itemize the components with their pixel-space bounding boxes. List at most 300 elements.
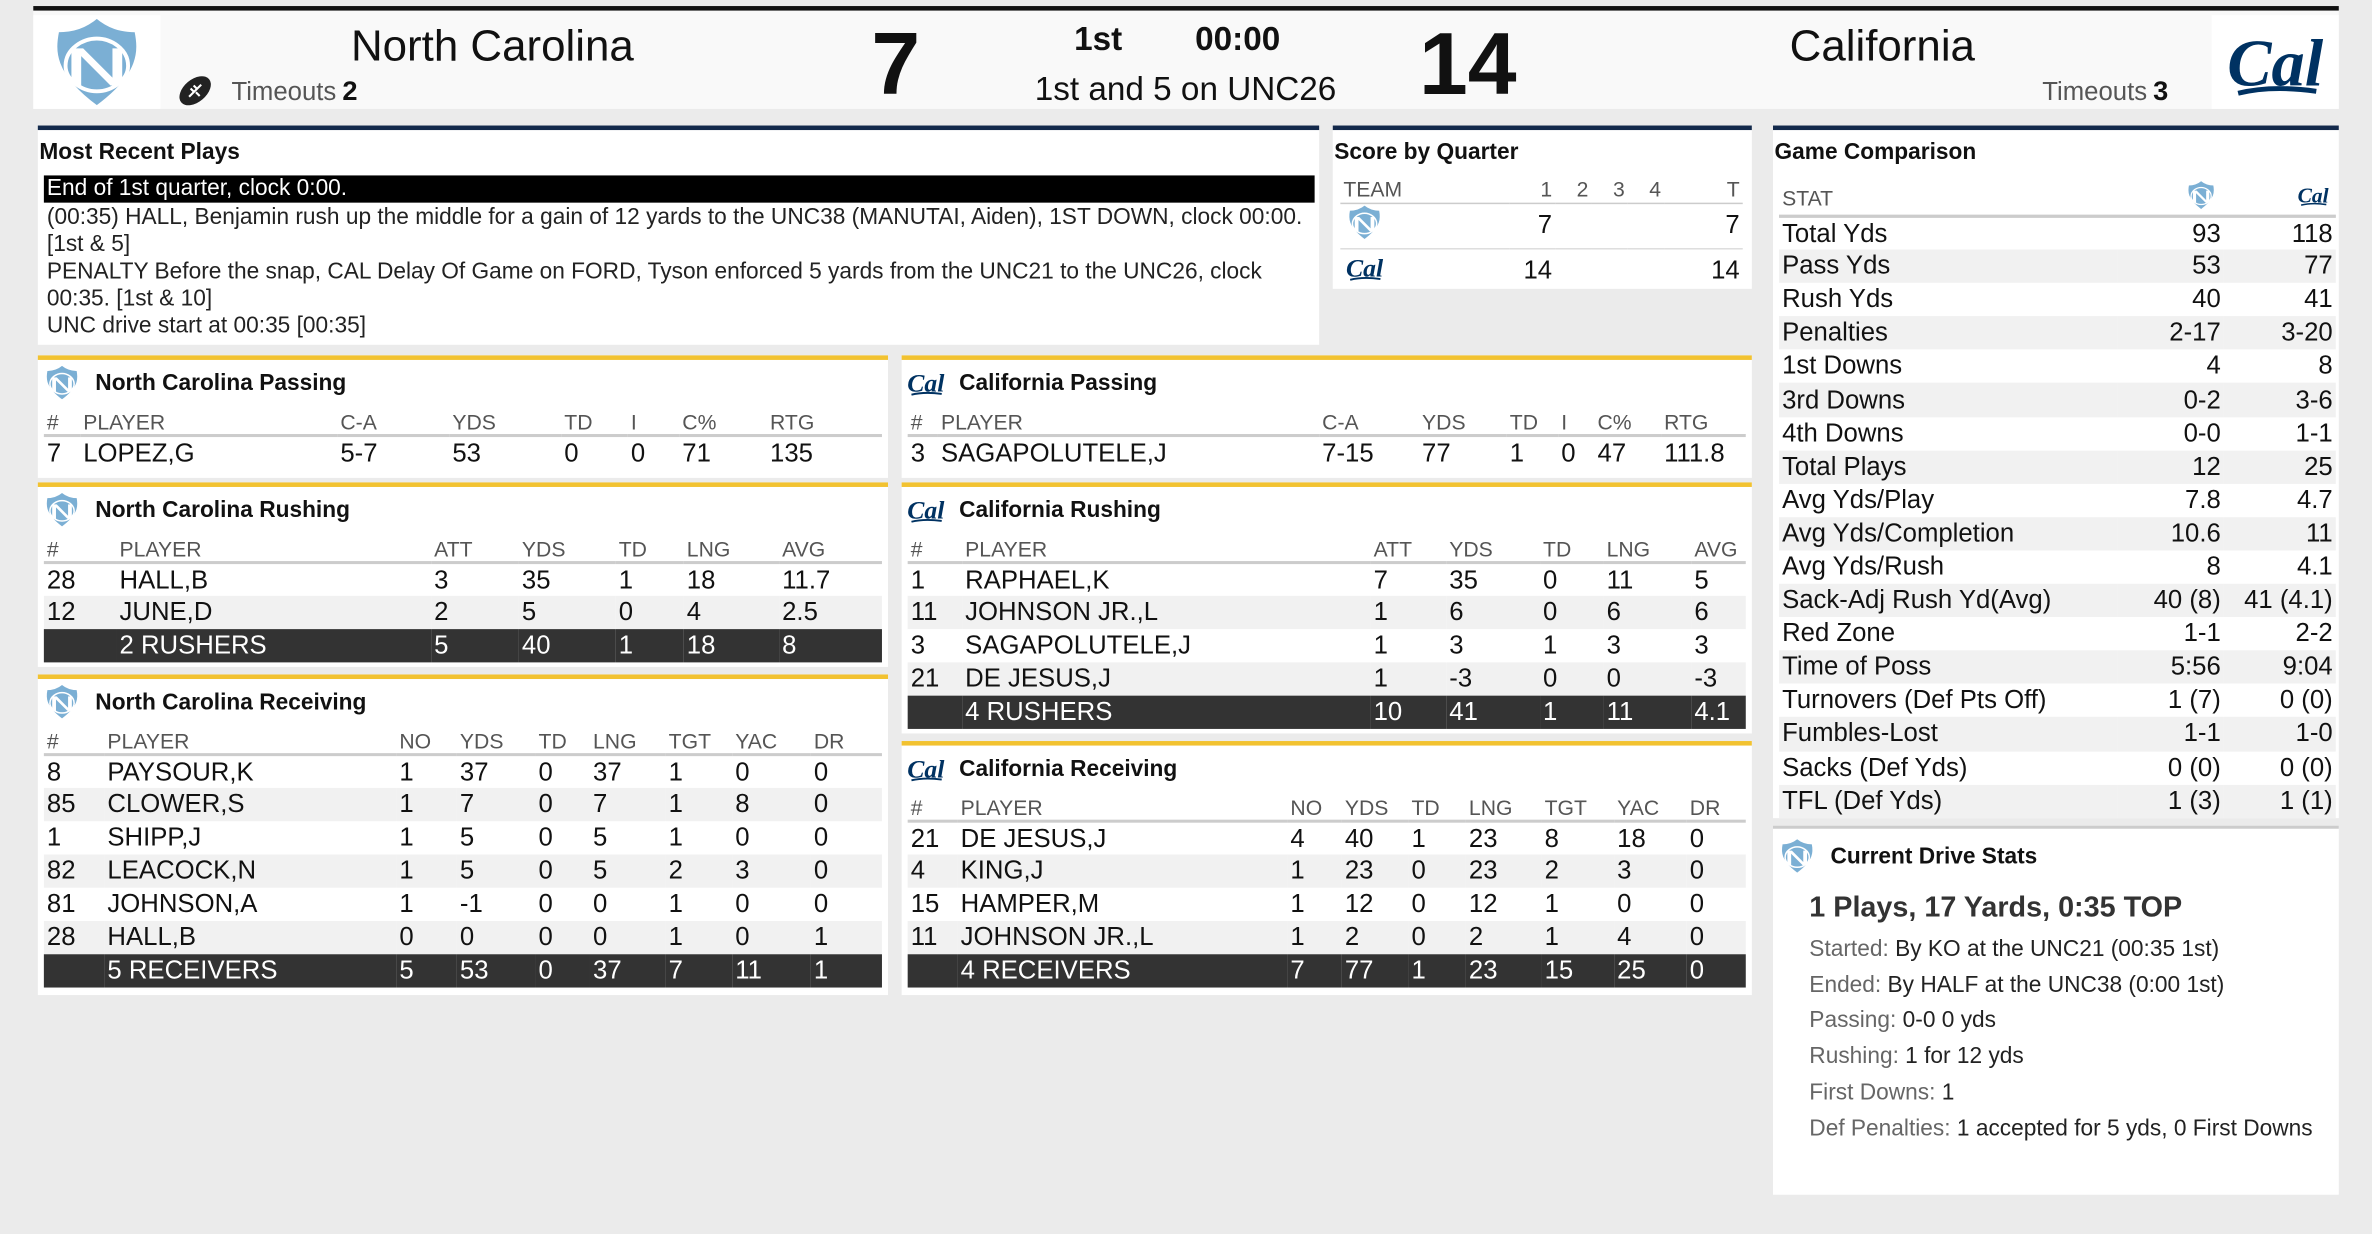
stat-cell: 7-15 bbox=[1322, 437, 1374, 467]
unc-receiving-panel bbox=[38, 674, 888, 995]
column-header: TD bbox=[1408, 794, 1465, 821]
player-row bbox=[44, 854, 882, 887]
score-cell: 14 bbox=[1523, 255, 1553, 285]
cal-value: 8 bbox=[2318, 351, 2333, 381]
stat-cell: 7 bbox=[46, 437, 62, 467]
unc-value: 1 (7) bbox=[2167, 685, 2221, 715]
stat-cell: 1 bbox=[616, 629, 684, 662]
stat-cell: 1 bbox=[1287, 921, 1341, 954]
stat-cell: 0 bbox=[538, 889, 553, 918]
stat-name: Red Zone bbox=[1782, 618, 1896, 648]
stat-name: Avg Yds/Completion bbox=[1779, 517, 2118, 550]
stat-cell: 5 bbox=[593, 822, 608, 852]
player-cell: 4 RECEIVERS bbox=[958, 954, 1288, 987]
stat-cell: -3 bbox=[1691, 662, 1745, 695]
player-row bbox=[44, 788, 882, 821]
comparison-row bbox=[1779, 550, 2336, 583]
column-header: AVG bbox=[779, 535, 882, 562]
score-total: 14 bbox=[1711, 255, 1740, 285]
stat-cell: 0 bbox=[1687, 921, 1746, 954]
stat-cell: 77 bbox=[1422, 437, 1451, 467]
stat-name: 1st Downs bbox=[1782, 351, 1903, 381]
cal-receiving-heading bbox=[905, 750, 1178, 786]
player-row bbox=[908, 821, 1746, 854]
drive-ended: Ended: By HALF at the UNC38 (0:00 1st) bbox=[1809, 971, 2225, 998]
player-row bbox=[908, 596, 1746, 629]
cal-logo bbox=[2212, 15, 2339, 109]
stat-cell: 4.1 bbox=[1691, 696, 1745, 729]
score-cell bbox=[1591, 203, 1627, 248]
cal-value: 41 bbox=[2304, 284, 2333, 314]
stat-cell: 5 bbox=[459, 822, 475, 852]
stat-cell: 18 bbox=[684, 629, 779, 662]
stat-cell: 37 bbox=[459, 756, 489, 786]
stat-cell: 0 bbox=[1604, 662, 1692, 695]
stat-cell: 11 bbox=[732, 954, 811, 987]
unc-value: 40 bbox=[2192, 284, 2221, 314]
col-q2: 2 bbox=[1555, 175, 1591, 202]
column-header: TD bbox=[561, 408, 628, 435]
stat-cell: 1 bbox=[811, 921, 882, 954]
player-cell: JOHNSON,A bbox=[107, 889, 258, 918]
column-header: C% bbox=[1594, 408, 1661, 435]
player-cell: KING,J bbox=[958, 854, 1288, 887]
stat-cell: 1 bbox=[910, 564, 926, 594]
player-row bbox=[44, 888, 882, 921]
stat-cell: 0 bbox=[538, 822, 553, 852]
comparison-row bbox=[1779, 216, 2336, 249]
game-clock: 00:00 bbox=[1195, 19, 1281, 58]
drive-def-penalties: Def Penalties: 1 accepted for 5 yds, 0 First Downs bbox=[1809, 1115, 2313, 1142]
comparison-row bbox=[1779, 450, 2336, 483]
stat-cell: 11 bbox=[908, 596, 962, 629]
stat-cell: 0 bbox=[735, 889, 750, 918]
column-header: PLAYER bbox=[958, 794, 1288, 821]
player-cell: DE JESUS,J bbox=[960, 823, 1107, 853]
comparison-row bbox=[1779, 617, 2336, 650]
column-header: NO bbox=[1287, 794, 1341, 821]
column-header: PLAYER bbox=[116, 535, 431, 562]
column-header: TGT bbox=[1542, 794, 1615, 821]
stat-cell: 0 bbox=[1689, 823, 1705, 853]
scoreboard bbox=[33, 6, 2339, 114]
unc-logo bbox=[2118, 180, 2224, 216]
comparison-row bbox=[1779, 751, 2336, 784]
score-cell bbox=[1628, 248, 1664, 293]
stat-cell: 4 bbox=[1614, 921, 1687, 954]
cal-value: 0 (0) bbox=[2279, 752, 2333, 782]
cal-logo-icon bbox=[905, 750, 947, 786]
stat-cell: 11 bbox=[908, 921, 958, 954]
stat-cell: 53 bbox=[457, 954, 536, 987]
column-header: AVG bbox=[1691, 535, 1745, 562]
column-header: LNG bbox=[1604, 535, 1692, 562]
unc-rushing-table bbox=[44, 535, 882, 662]
player-row bbox=[908, 436, 1746, 469]
stat-cell: 3 bbox=[1449, 630, 1464, 660]
column-header: # bbox=[44, 727, 105, 754]
unc-value: 1-1 bbox=[2118, 717, 2224, 750]
cal-logo-icon bbox=[2293, 180, 2332, 210]
cal-value: 1-0 bbox=[2224, 717, 2336, 750]
stat-cell: 3 bbox=[910, 437, 926, 467]
column-header: PLAYER bbox=[80, 408, 337, 435]
stat-cell: 1 bbox=[618, 564, 634, 594]
player-row bbox=[44, 755, 882, 788]
player-cell: JOHNSON JR.,L bbox=[962, 596, 1370, 629]
stat-cell: 5 bbox=[431, 629, 519, 662]
comparison-row bbox=[1779, 350, 2336, 383]
col-team: TEAM bbox=[1340, 175, 1509, 202]
col-q3: 3 bbox=[1591, 175, 1627, 202]
column-header: PLAYER bbox=[962, 535, 1370, 562]
stat-table bbox=[908, 794, 1746, 988]
stat-cell: 77 bbox=[1342, 954, 1409, 987]
stat-table bbox=[908, 535, 1746, 729]
stat-cell: 1 bbox=[1540, 696, 1604, 729]
stat-cell: 1 bbox=[1373, 630, 1388, 660]
cal-value: 118 bbox=[2291, 218, 2333, 248]
total-row bbox=[908, 954, 1746, 987]
column-header: YDS bbox=[457, 727, 536, 754]
stat-cell: 10 bbox=[1371, 696, 1447, 729]
comparison-row bbox=[1779, 517, 2336, 550]
stat-cell: 41 bbox=[1446, 696, 1540, 729]
player-cell: 5 RECEIVERS bbox=[104, 954, 396, 987]
column-header: DR bbox=[811, 727, 882, 754]
cal-value: 11 bbox=[2224, 517, 2336, 550]
column-header: # bbox=[908, 535, 962, 562]
unc-value: 4 bbox=[2206, 351, 2221, 381]
stat-cell: 11.7 bbox=[782, 564, 831, 594]
stat-cell: 2 bbox=[666, 854, 733, 887]
stat-cell: 8 bbox=[46, 756, 62, 786]
comparison-row bbox=[1779, 684, 2336, 717]
cal-logo-icon bbox=[905, 491, 947, 527]
stat-cell: 0 bbox=[1561, 437, 1576, 467]
unc-value: 7.8 bbox=[2185, 485, 2221, 514]
stat-cell: 7 bbox=[1287, 954, 1341, 987]
stat-cell: 0 bbox=[1617, 889, 1632, 918]
score-row-unc bbox=[1340, 203, 1742, 248]
player-row bbox=[44, 821, 882, 854]
recent-play-item: End of 1st quarter, clock 0:00. bbox=[44, 175, 1315, 202]
player-row bbox=[908, 921, 1746, 954]
cal-logo-icon bbox=[1343, 249, 1385, 285]
home-team-name: North Carolina bbox=[350, 22, 634, 72]
stat-table bbox=[44, 727, 882, 987]
away-timeouts: Timeouts 3 bbox=[2042, 75, 2169, 106]
stat-cell: 7 bbox=[590, 788, 666, 821]
stat-cell: 1 bbox=[46, 822, 62, 852]
stat-cell: 1 bbox=[1371, 596, 1447, 629]
stat-cell bbox=[908, 954, 958, 987]
unc-logo-icon bbox=[2181, 180, 2220, 210]
stat-cell: 2.5 bbox=[779, 596, 882, 629]
cal-logo-icon bbox=[905, 364, 947, 400]
col-total: T bbox=[1664, 175, 1743, 202]
unc-logo-icon bbox=[44, 15, 150, 109]
stat-cell: 0 bbox=[536, 788, 590, 821]
column-header: YDS bbox=[1342, 794, 1409, 821]
stat-name: Time of Poss bbox=[1779, 651, 2118, 684]
cal-passing-panel bbox=[902, 355, 1752, 477]
cal-logo bbox=[2224, 180, 2336, 216]
score-cell bbox=[1555, 248, 1591, 293]
stat-cell: 4 bbox=[684, 596, 779, 629]
stat-cell: 1 bbox=[1509, 437, 1525, 467]
stat-name: 4th Downs bbox=[1782, 418, 1904, 448]
football-icon bbox=[175, 71, 214, 110]
column-header: I bbox=[1558, 408, 1594, 435]
stat-name: Penalties bbox=[1779, 316, 2118, 349]
stat-name: Sack-Adj Rush Yd(Avg) bbox=[1779, 584, 2118, 617]
stat-cell: 1 bbox=[1290, 889, 1305, 918]
player-row bbox=[908, 629, 1746, 662]
cal-passing-heading bbox=[905, 364, 1157, 400]
player-cell: LEACOCK,N bbox=[104, 854, 396, 887]
unc-value: 1-1 bbox=[2183, 618, 2221, 648]
cal-value: 77 bbox=[2224, 250, 2336, 283]
score-by-quarter-title: Score by Quarter bbox=[1334, 139, 1519, 165]
comparison-row bbox=[1779, 316, 2336, 349]
col-q1: 1 bbox=[1510, 175, 1555, 202]
stat-cell: 1 bbox=[399, 822, 414, 852]
player-cell: RAPHAEL,K bbox=[965, 564, 1110, 594]
unc-value: 0 (0) bbox=[2167, 752, 2221, 782]
home-score: 7 bbox=[871, 15, 921, 114]
stat-cell: 0 bbox=[735, 822, 750, 852]
away-score: 14 bbox=[1419, 15, 1517, 114]
stat-cell: 18 bbox=[686, 564, 716, 594]
home-timeouts: Timeouts 2 bbox=[231, 75, 358, 106]
player-row bbox=[908, 662, 1746, 695]
drive-details bbox=[1809, 892, 2323, 1146]
unc-logo-icon bbox=[41, 684, 83, 720]
stat-cell: 3 bbox=[1694, 630, 1709, 660]
stat-cell: 5 bbox=[519, 596, 616, 629]
unc-value: 10.6 bbox=[2118, 517, 2224, 550]
stat-cell: 11 bbox=[1604, 696, 1692, 729]
drive-started: Started: By KO at the UNC21 (00:35 1st) bbox=[1809, 936, 2220, 962]
cal-rushing-heading bbox=[905, 491, 1161, 527]
unc-logo bbox=[33, 15, 160, 109]
unc-passing-table bbox=[44, 408, 882, 468]
column-header: # bbox=[44, 408, 80, 435]
score-total: 7 bbox=[1664, 203, 1743, 248]
stat-name: Turnovers (Def Pts Off) bbox=[1782, 685, 2047, 715]
stat-name: Fumbles-Lost bbox=[1779, 717, 2118, 750]
stat-cell: 8 bbox=[779, 629, 882, 662]
column-header: C-A bbox=[337, 408, 449, 435]
cal-logo bbox=[1340, 248, 1509, 293]
comparison-row bbox=[1779, 784, 2336, 817]
score-cell bbox=[1555, 203, 1591, 248]
stat-cell: 0 bbox=[1543, 564, 1558, 594]
stat-cell: 35 bbox=[1449, 564, 1478, 594]
unc-rushing-title: North Carolina Rushing bbox=[95, 496, 350, 523]
stat-cell: 1 bbox=[1411, 823, 1426, 853]
stat-cell: 12 bbox=[1344, 889, 1374, 918]
column-header: C% bbox=[679, 408, 767, 435]
column-header: RTG bbox=[1661, 408, 1746, 435]
stat-cell: 1 bbox=[1287, 854, 1341, 887]
player-cell: CLOWER,S bbox=[104, 788, 396, 821]
player-row bbox=[908, 854, 1746, 887]
stat-cell: 0 bbox=[616, 596, 684, 629]
recent-plays-list bbox=[44, 175, 1315, 340]
stat-cell: 6 bbox=[1446, 596, 1540, 629]
stat-cell: 23 bbox=[1466, 854, 1542, 887]
player-cell: 4 RUSHERS bbox=[962, 696, 1370, 729]
unc-receiving-title: North Carolina Receiving bbox=[95, 688, 367, 715]
comparison-row bbox=[1779, 417, 2336, 450]
column-header: TD bbox=[616, 535, 684, 562]
cal-passing-table bbox=[908, 408, 1746, 468]
column-header: C-A bbox=[1319, 408, 1419, 435]
stat-name: Sacks (Def Yds) bbox=[1782, 752, 1968, 782]
player-cell: HALL,B bbox=[119, 564, 209, 594]
column-header: YDS bbox=[1419, 408, 1507, 435]
stat-cell: 35 bbox=[521, 564, 551, 594]
stat-cell: 21 bbox=[908, 662, 962, 695]
player-row bbox=[44, 921, 882, 954]
stat-cell: 0 bbox=[630, 437, 646, 467]
column-header: # bbox=[908, 408, 938, 435]
stat-cell: 0 bbox=[1540, 662, 1604, 695]
stat-cell: -3 bbox=[1446, 662, 1540, 695]
stat-cell: 40 bbox=[1344, 823, 1374, 853]
stat-cell: 23 bbox=[1342, 854, 1409, 887]
stat-cell: 1 bbox=[399, 889, 414, 918]
column-header: I bbox=[628, 408, 679, 435]
column-header: ATT bbox=[1371, 535, 1447, 562]
cal-value: 1-1 bbox=[2295, 418, 2333, 448]
stat-cell: 23 bbox=[1468, 823, 1498, 853]
stat-cell: 71 bbox=[682, 437, 711, 467]
unc-value: 12 bbox=[2118, 450, 2224, 483]
stat-cell: 0 bbox=[735, 756, 750, 786]
column-header: TD bbox=[1540, 535, 1604, 562]
stat-cell: 3 bbox=[434, 564, 449, 594]
column-header: YDS bbox=[1446, 535, 1540, 562]
stat-cell: 7 bbox=[1373, 564, 1388, 594]
cal-value: 2-2 bbox=[2295, 618, 2333, 648]
column-header: YDS bbox=[519, 535, 616, 562]
stat-cell: 23 bbox=[1466, 954, 1542, 987]
unc-passing-panel bbox=[38, 355, 888, 477]
score-row-cal bbox=[1340, 248, 1742, 293]
stat-cell: 5 bbox=[1694, 564, 1709, 594]
cal-value: 1 (1) bbox=[2224, 784, 2336, 817]
current-drive-title: Current Drive Stats bbox=[1830, 843, 2038, 869]
stat-cell: 0 bbox=[593, 889, 608, 918]
stat-cell: 37 bbox=[590, 954, 666, 987]
stat-cell: 47 bbox=[1597, 437, 1627, 467]
cal-receiving-table bbox=[908, 794, 1746, 988]
unc-logo-icon bbox=[1343, 203, 1385, 239]
stat-cell bbox=[908, 696, 962, 729]
column-header: # bbox=[908, 794, 958, 821]
stat-cell: 0 bbox=[538, 756, 553, 786]
player-row bbox=[908, 563, 1746, 596]
cal-value: 0 (0) bbox=[2279, 685, 2333, 715]
quarter: 1st bbox=[1074, 19, 1123, 58]
stat-cell: 1 bbox=[396, 788, 457, 821]
cal-value: 41 (4.1) bbox=[2224, 584, 2336, 617]
stat-cell: 2 bbox=[431, 596, 519, 629]
recent-plays-title: Most Recent Plays bbox=[39, 139, 240, 165]
player-cell: HAMPER,M bbox=[960, 889, 1100, 918]
stat-cell: 4 bbox=[908, 854, 958, 887]
column-header: YAC bbox=[732, 727, 811, 754]
stat-table bbox=[44, 535, 882, 662]
comparison-row bbox=[1779, 717, 2336, 750]
stat-cell: 135 bbox=[770, 437, 813, 467]
cal-rushing-panel bbox=[902, 482, 1752, 733]
stat-cell: 0 bbox=[1408, 921, 1465, 954]
player-cell: HALL,B bbox=[104, 921, 396, 954]
away-team-name: California bbox=[1789, 22, 1975, 72]
player-row bbox=[44, 436, 882, 469]
stat-cell: 0 bbox=[732, 921, 811, 954]
column-header: PLAYER bbox=[104, 727, 396, 754]
unc-rushing-panel bbox=[38, 482, 888, 667]
stat-name: Total Plays bbox=[1779, 450, 2118, 483]
player-row bbox=[44, 563, 882, 596]
total-row bbox=[44, 629, 882, 662]
comparison-row bbox=[1779, 484, 2336, 517]
stat-cell: 1 bbox=[668, 822, 683, 852]
recent-play-item: UNC drive start at 00:35 [00:35] bbox=[46, 313, 367, 339]
column-header: LNG bbox=[1466, 794, 1542, 821]
stat-cell: 2 bbox=[1342, 921, 1409, 954]
stat-cell: 5 bbox=[590, 854, 666, 887]
column-header: TD bbox=[536, 727, 590, 754]
stat-cell: 11 bbox=[1606, 564, 1634, 594]
column-header: DR bbox=[1687, 794, 1746, 821]
stat-cell: 0 bbox=[536, 921, 590, 954]
cal-rushing-title: California Rushing bbox=[959, 496, 1161, 523]
cal-value: 4.1 bbox=[2296, 551, 2333, 581]
stat-name: Rush Yds bbox=[1782, 284, 1894, 314]
stat-cell: 1 bbox=[399, 756, 414, 786]
player-cell: 2 RUSHERS bbox=[116, 629, 431, 662]
unc-value: 0-2 bbox=[2118, 383, 2224, 416]
stat-cell: 85 bbox=[44, 788, 105, 821]
column-header: PLAYER bbox=[938, 408, 1319, 435]
stat-cell: 0 bbox=[811, 854, 882, 887]
score-by-quarter-table bbox=[1340, 175, 1742, 292]
unc-passing-heading bbox=[41, 364, 346, 400]
column-header: TD bbox=[1507, 408, 1558, 435]
drive-first-downs: First Downs: 1 bbox=[1809, 1079, 1955, 1106]
drive-passing: Passing: 0-0 0 yds bbox=[1809, 1007, 1997, 1034]
recent-play-item: PENALTY Before the snap, CAL Delay Of Game on FORD, Tyson enforced 5 yards from the UNC21 to the UNC26, clock 00:35. [1st & 10] bbox=[46, 258, 1262, 312]
comparison-row bbox=[1779, 250, 2336, 283]
stat-cell: 5 bbox=[457, 854, 536, 887]
unc-value: 40 (8) bbox=[2118, 584, 2224, 617]
stat-cell: 0 bbox=[813, 822, 829, 852]
current-drive-heading bbox=[1776, 838, 2037, 874]
cal-rushing-table bbox=[908, 535, 1746, 729]
unc-value: 0-0 bbox=[2183, 418, 2221, 448]
total-row bbox=[908, 696, 1746, 729]
stat-cell: 82 bbox=[44, 854, 105, 887]
stat-name: Avg Yds/Rush bbox=[1782, 551, 1945, 581]
cal-value: 9:04 bbox=[2224, 651, 2336, 684]
stat-cell: 4 bbox=[1290, 823, 1305, 853]
